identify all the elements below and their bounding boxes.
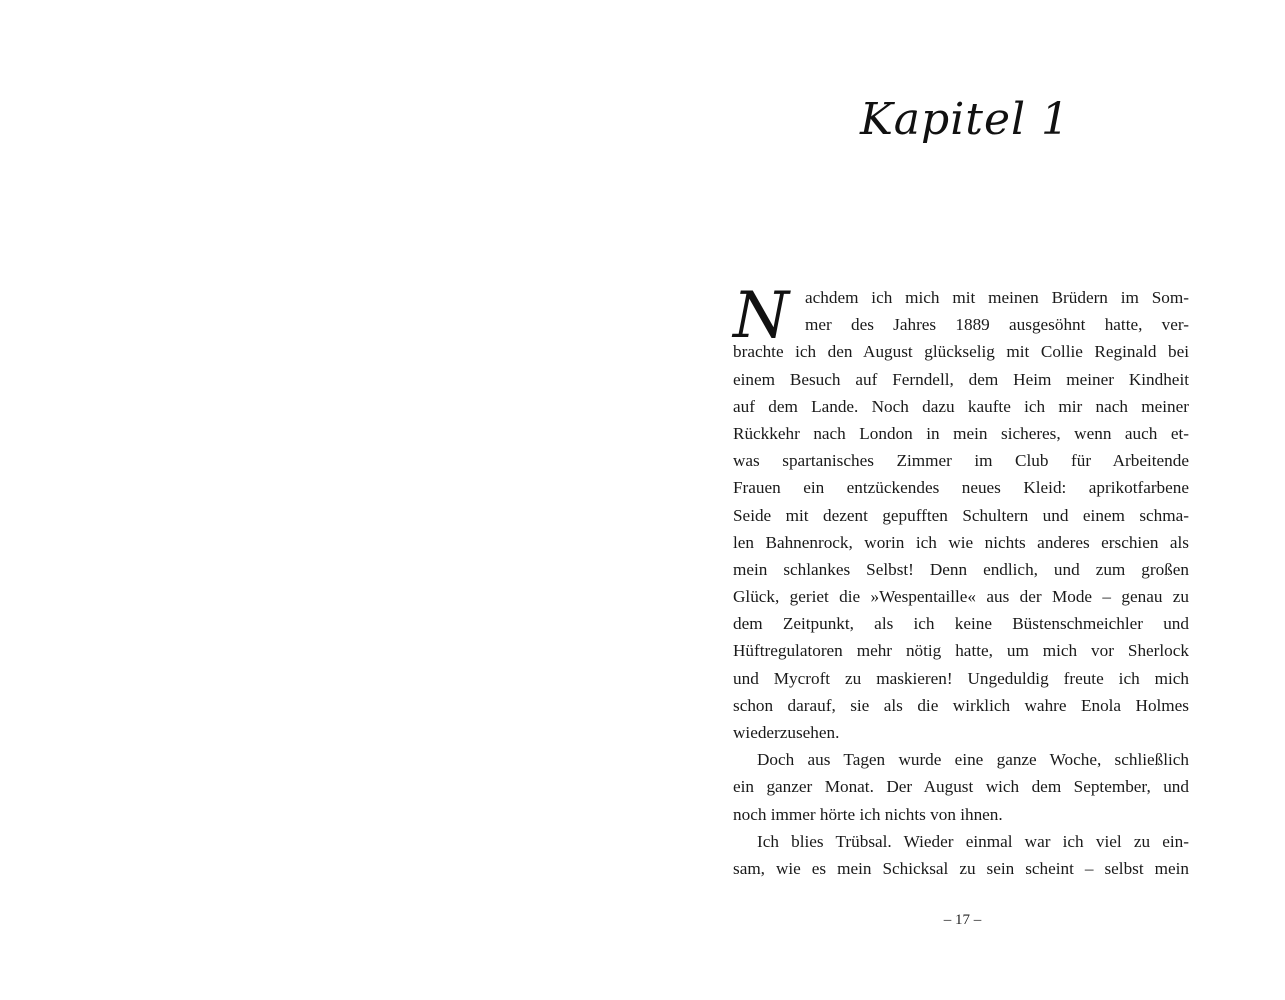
text-line: mein schlankes Selbst! Denn endlich, und zum großen [733,559,1189,579]
text-line: Hüftregulatoren mehr nötig hatte, um mich vor Sherlock [733,641,1189,661]
text-line: brachte ich den August glückselig mit Collie Reginald bei [733,342,1189,362]
left-page [0,0,640,1000]
text-line: schon darauf, sie als die wirklich wahre Enola Holmes [733,695,1189,715]
text-line: sam, wie es mein Schicksal zu sein scheint – selbst mein [733,858,1189,878]
text-line: was spartanisches Zimmer im Club für Arbeitende [733,451,1189,471]
body-text [733,279,1189,882]
text-line: dem Zeitpunkt, als ich keine Büstenschmeichler und [733,614,1189,634]
right-page [640,0,1285,1000]
chapter-title: Kapitel 1 [859,94,1071,145]
text-line: wiederzusehen. [733,723,840,742]
text-line: und Mycroft zu maskieren! Ungeduldig freute ich mich [733,668,1189,688]
text-line: Seide mit dezent gepufften Schultern und einem schma- [733,505,1189,525]
text-line: mer des Jahres 1889 ausgesöhnt hatte, ver- [805,315,1189,335]
drop-cap: N [733,279,789,353]
page-number: – 17 – [943,912,982,928]
text-line: Frauen ein entzückendes neues Kleid: aprikotfarbene [733,478,1189,498]
text-line: ein ganzer Monat. Der August wich dem September, und [733,777,1189,797]
text-line: len Bahnenrock, worin ich wie nichts anderes erschien als [733,532,1189,552]
text-line: Doch aus Tagen wurde eine ganze Woche, schließlich [757,750,1189,770]
text-line: Ich blies Trübsal. Wieder einmal war ich viel zu ein- [757,831,1189,851]
text-line: achdem ich mich mit meinen Brüdern im Som- [805,288,1189,307]
text-line: noch immer hörte ich nichts von ihnen. [733,804,1003,824]
text-line: einem Besuch auf Ferndell, dem Heim meiner Kindheit [733,369,1189,389]
text-line: Glück, geriet die »Wespentaille« aus der Mode – genau zu [733,587,1189,607]
text-line: auf dem Lande. Noch dazu kaufte ich mir nach meiner [733,396,1189,416]
text-line: Rückkehr nach London in mein sicheres, wenn auch et- [733,423,1189,443]
